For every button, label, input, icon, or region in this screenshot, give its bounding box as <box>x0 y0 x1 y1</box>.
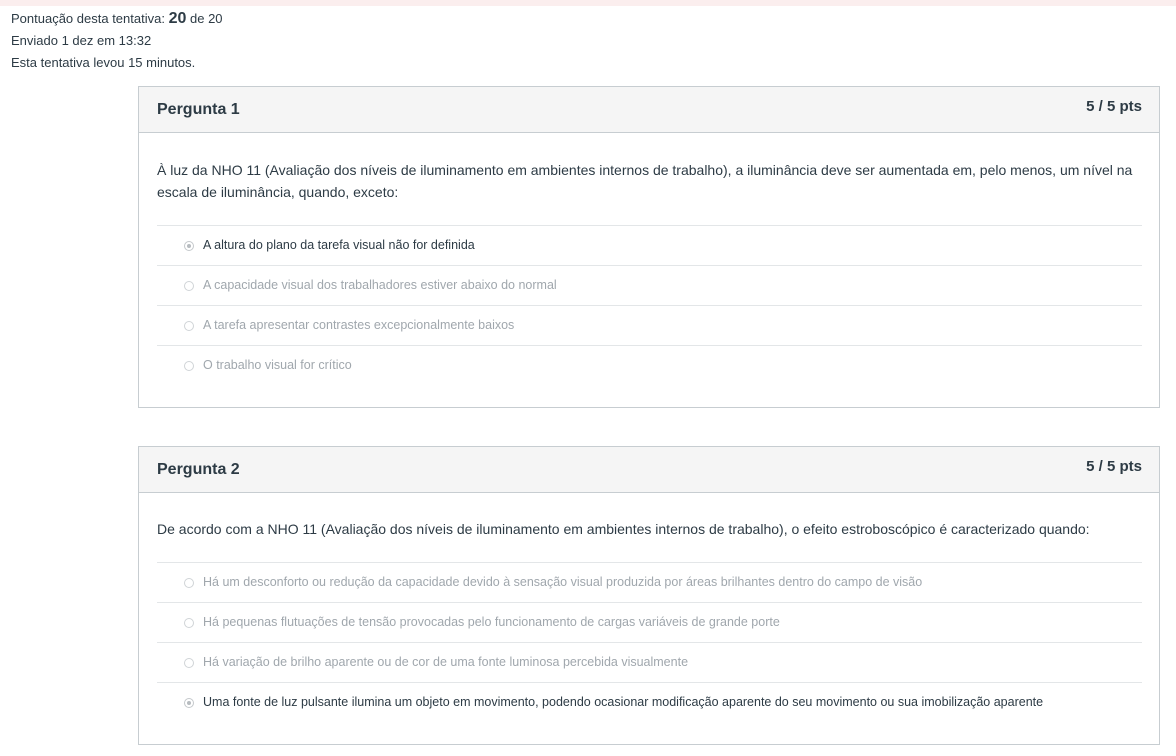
score-label: Pontuação desta tentativa: <box>11 11 165 26</box>
duration-line: Esta tentativa levou 15 minutos. <box>11 55 196 70</box>
question-card-2 <box>138 446 1160 745</box>
submitted-line: Enviado 1 dez em 13:32 <box>11 33 152 48</box>
question-card-1 <box>138 86 1160 408</box>
question-header <box>139 87 1159 133</box>
answer-label: A altura do plano da tarefa visual não for definida <box>203 238 475 252</box>
top-status-strip <box>0 0 1176 6</box>
radio-unchecked-icon[interactable] <box>184 658 194 668</box>
radio-checked-icon[interactable] <box>184 241 194 251</box>
radio-unchecked-icon[interactable] <box>184 281 194 291</box>
answer-option[interactable] <box>157 306 1142 346</box>
answer-option[interactable] <box>157 683 1142 723</box>
answer-option[interactable] <box>157 266 1142 306</box>
radio-checked-icon[interactable] <box>184 698 194 708</box>
answer-label: A tarefa apresentar contrastes excepcionalmente baixos <box>203 318 515 332</box>
score-line <box>11 8 223 30</box>
radio-unchecked-icon[interactable] <box>184 618 194 628</box>
answer-label: Há variação de brilho aparente ou de cor de uma fonte luminosa percebida visualmente <box>203 655 689 669</box>
question-text: De acordo com a NHO 11 (Avaliação dos níveis de iluminamento em ambientes internos de trabalho), o efeito estroboscópico é caracterizado quando: <box>157 521 1090 537</box>
question-points: 5 / 5 pts <box>1086 458 1142 475</box>
answer-list <box>157 225 1142 386</box>
score-value: 20 <box>168 10 187 27</box>
answer-label: Uma fonte de luz pulsante ilumina um objeto em movimento, podendo ocasionar modificação aparente do seu movimento ou sua imobilização aparente <box>203 695 1044 709</box>
answer-label: O trabalho visual for crítico <box>203 358 352 372</box>
radio-unchecked-icon[interactable] <box>184 321 194 331</box>
question-text: À luz da NHO 11 (Avaliação dos níveis de iluminamento em ambientes internos de trabalho), a iluminância deve ser aumentada em, pelo menos, um nível na escala de iluminância, quando, exceto: <box>157 162 1133 200</box>
question-points: 5 / 5 pts <box>1086 98 1142 115</box>
radio-unchecked-icon[interactable] <box>184 578 194 588</box>
question-title: Pergunta 1 <box>157 101 240 118</box>
answer-option[interactable] <box>157 226 1142 266</box>
answer-option[interactable] <box>157 603 1142 643</box>
answer-label: Há pequenas flutuações de tensão provocadas pelo funcionamento de cargas variáveis de grande porte <box>203 615 780 629</box>
answer-label: A capacidade visual dos trabalhadores estiver abaixo do normal <box>203 278 557 292</box>
answer-list <box>157 562 1142 723</box>
answer-option[interactable] <box>157 643 1142 683</box>
score-total: de 20 <box>190 11 223 26</box>
radio-unchecked-icon[interactable] <box>184 361 194 371</box>
question-title: Pergunta 2 <box>157 461 240 478</box>
answer-option[interactable] <box>157 346 1142 386</box>
answer-option[interactable] <box>157 563 1142 603</box>
question-header <box>139 447 1159 493</box>
answer-label: Há um desconforto ou redução da capacidade devido à sensação visual produzida por áreas brilhantes dentro do campo de visão <box>203 575 923 589</box>
attempt-summary <box>11 8 223 74</box>
